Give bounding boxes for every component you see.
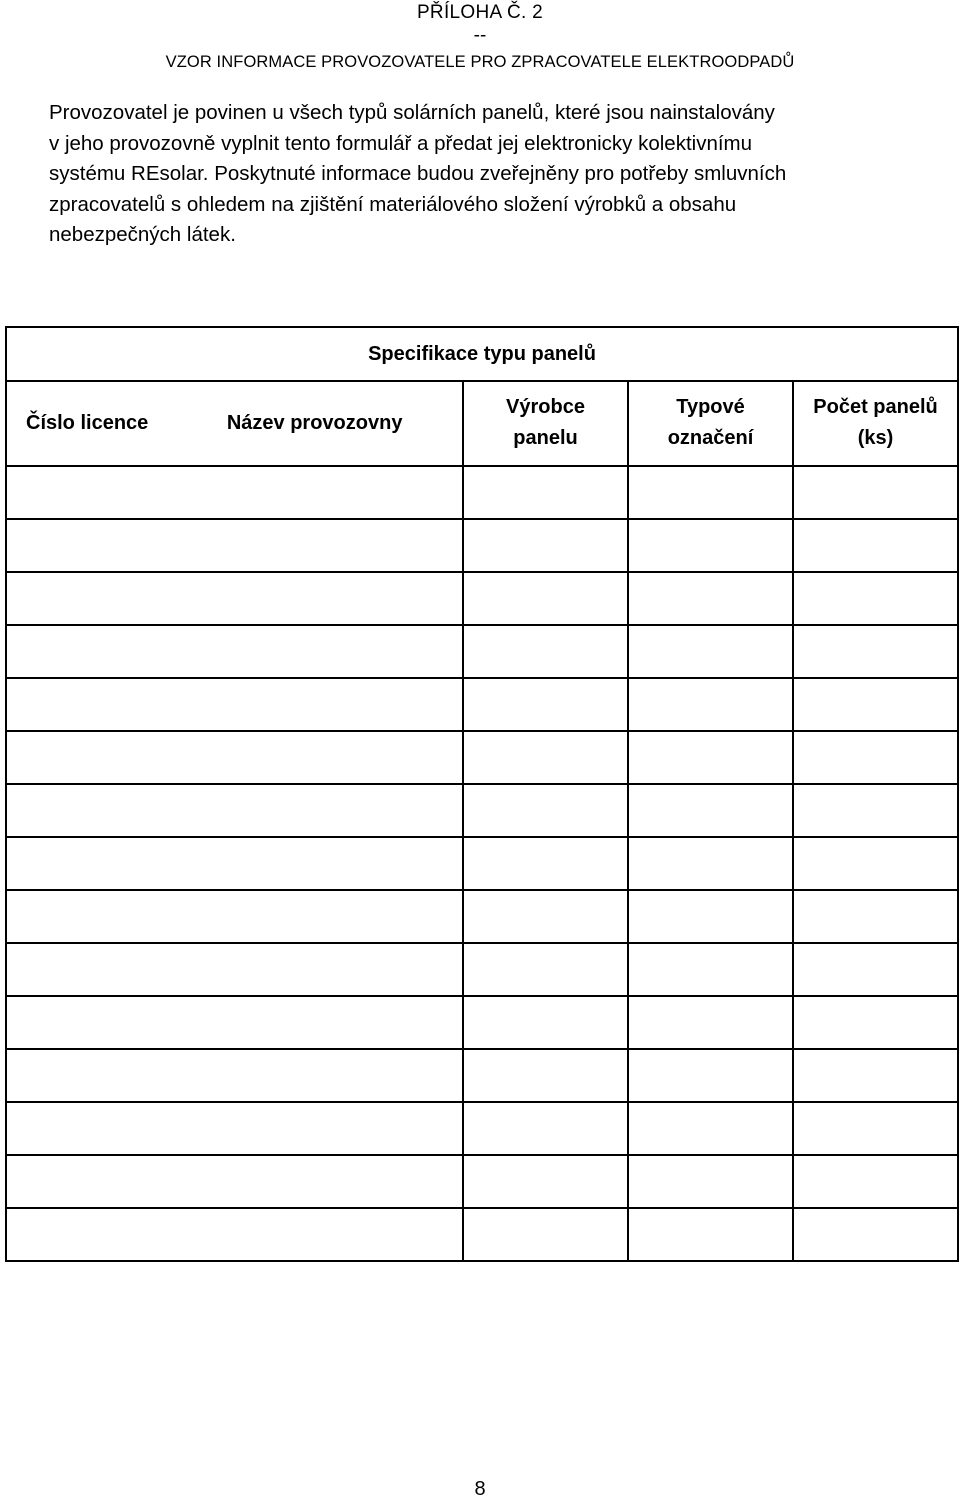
empty-margin-cell	[6, 1208, 167, 1261]
table-caption: Specifikace typu panelů	[6, 327, 958, 381]
empty-margin-cell	[6, 625, 167, 678]
panel-count-cell[interactable]	[793, 572, 958, 625]
table-row	[6, 466, 958, 519]
table-header-row	[6, 381, 958, 466]
type-designation-cell[interactable]	[628, 678, 793, 731]
intro-line: v jeho provozovně vyplnit tento formulář a předat jej elektronicky kolektivnímu	[49, 131, 753, 155]
panel-count-cell[interactable]	[793, 678, 958, 731]
annex-separator: --	[473, 25, 487, 46]
table-row	[6, 625, 958, 678]
empty-margin-cell	[6, 1102, 167, 1155]
facility-name-cell[interactable]	[167, 943, 463, 996]
empty-margin-cell	[6, 678, 167, 731]
facility-name-cell[interactable]	[167, 996, 463, 1049]
manufacturer-cell[interactable]	[463, 1155, 628, 1208]
facility-name-cell[interactable]	[167, 1102, 463, 1155]
panel-count-cell[interactable]	[793, 731, 958, 784]
panel-count-cell[interactable]	[793, 466, 958, 519]
manufacturer-cell[interactable]	[463, 731, 628, 784]
panel-count-cell[interactable]	[793, 519, 958, 572]
type-designation-cell[interactable]	[628, 1102, 793, 1155]
facility-name-cell[interactable]	[167, 1049, 463, 1102]
type-designation-cell[interactable]	[628, 731, 793, 784]
type-designation-cell[interactable]	[628, 1049, 793, 1102]
panel-count-cell[interactable]	[793, 625, 958, 678]
facility-name-cell[interactable]	[167, 678, 463, 731]
page-number: 8	[474, 1478, 486, 1500]
table-row	[6, 572, 958, 625]
manufacturer-cell[interactable]	[463, 1208, 628, 1261]
type-designation-cell[interactable]	[628, 466, 793, 519]
facility-name-cell[interactable]	[167, 784, 463, 837]
table-row	[6, 678, 958, 731]
facility-name-cell[interactable]	[167, 731, 463, 784]
manufacturer-cell[interactable]	[463, 943, 628, 996]
panel-count-cell[interactable]	[793, 784, 958, 837]
facility-name-cell[interactable]	[167, 625, 463, 678]
table-row	[6, 519, 958, 572]
intro-line: systému REsolar. Poskytnuté informace budou zveřejněny pro potřeby smluvních	[49, 162, 787, 186]
column-header-manufacturer-line: panelu	[513, 427, 578, 450]
empty-margin-cell	[6, 1049, 167, 1102]
type-designation-cell[interactable]	[628, 625, 793, 678]
table-caption-row	[6, 327, 958, 381]
panel-count-cell[interactable]	[793, 996, 958, 1049]
empty-margin-cell	[6, 837, 167, 890]
column-header-count-line: (ks)	[857, 427, 894, 450]
panel-count-cell[interactable]	[793, 1049, 958, 1102]
manufacturer-cell[interactable]	[463, 837, 628, 890]
column-header-type-line: označení	[667, 427, 754, 450]
column-header-count-line: Počet panelů	[813, 396, 938, 419]
type-designation-cell[interactable]	[628, 784, 793, 837]
type-designation-cell[interactable]	[628, 519, 793, 572]
facility-name-cell[interactable]	[167, 466, 463, 519]
facility-name-cell[interactable]	[167, 837, 463, 890]
facility-name-cell[interactable]	[167, 1208, 463, 1261]
manufacturer-cell[interactable]	[463, 678, 628, 731]
manufacturer-cell[interactable]	[463, 996, 628, 1049]
column-header-facility-name: Název provozovny	[226, 411, 403, 434]
facility-name-cell[interactable]	[167, 572, 463, 625]
document-title: VZOR INFORMACE PROVOZOVATELE PRO ZPRACOVATELE ELEKTROODPADŮ	[165, 53, 795, 71]
facility-name-cell[interactable]	[167, 519, 463, 572]
empty-margin-cell	[6, 890, 167, 943]
column-header-type-designation	[628, 381, 793, 466]
table-row	[6, 996, 958, 1049]
type-designation-cell[interactable]	[628, 1155, 793, 1208]
table-row	[6, 1208, 958, 1261]
panel-count-cell[interactable]	[793, 1102, 958, 1155]
type-designation-cell[interactable]	[628, 1208, 793, 1261]
table-row	[6, 731, 958, 784]
manufacturer-cell[interactable]	[463, 572, 628, 625]
panel-count-cell[interactable]	[793, 1155, 958, 1208]
panel-count-cell[interactable]	[793, 890, 958, 943]
table-row	[6, 1155, 958, 1208]
type-designation-cell[interactable]	[628, 890, 793, 943]
column-header-licence-number: Číslo licence	[26, 411, 149, 434]
empty-margin-cell	[6, 731, 167, 784]
manufacturer-cell[interactable]	[463, 625, 628, 678]
type-designation-cell[interactable]	[628, 943, 793, 996]
table-row	[6, 1049, 958, 1102]
annex-title: PŘÍLOHA Č. 2	[416, 2, 544, 23]
empty-margin-cell	[6, 572, 167, 625]
intro-paragraph	[49, 98, 899, 251]
intro-line: nebezpečných látek.	[49, 223, 236, 247]
manufacturer-cell[interactable]	[463, 466, 628, 519]
type-designation-cell[interactable]	[628, 572, 793, 625]
manufacturer-cell[interactable]	[463, 890, 628, 943]
panel-count-cell[interactable]	[793, 837, 958, 890]
empty-margin-cell	[6, 466, 167, 519]
panel-count-cell[interactable]	[793, 1208, 958, 1261]
column-headers-licence-name	[6, 381, 463, 466]
facility-name-cell[interactable]	[167, 890, 463, 943]
table-row	[6, 890, 958, 943]
empty-margin-cell	[6, 996, 167, 1049]
type-designation-cell[interactable]	[628, 996, 793, 1049]
type-designation-cell[interactable]	[628, 837, 793, 890]
manufacturer-cell[interactable]	[463, 1102, 628, 1155]
intro-line: zpracovatelů s ohledem na zjištění materiálového složení výrobků a obsahu	[49, 192, 737, 216]
column-header-panel-count	[793, 381, 958, 466]
table-row	[6, 837, 958, 890]
panel-spec-table	[5, 326, 959, 1262]
intro-line: Provozovatel je povinen u všech typů solárních panelů, které jsou nainstalovány	[49, 101, 775, 124]
manufacturer-cell[interactable]	[463, 519, 628, 572]
column-header-type-line: Typové	[676, 396, 745, 419]
facility-name-cell[interactable]	[167, 1155, 463, 1208]
table-row	[6, 1102, 958, 1155]
manufacturer-cell[interactable]	[463, 784, 628, 837]
panel-count-cell[interactable]	[793, 943, 958, 996]
empty-margin-cell	[6, 943, 167, 996]
empty-margin-cell	[6, 1155, 167, 1208]
empty-margin-cell	[6, 784, 167, 837]
column-header-manufacturer	[463, 381, 628, 466]
table-row	[6, 943, 958, 996]
empty-margin-cell	[6, 519, 167, 572]
table-row	[6, 784, 958, 837]
column-header-manufacturer-line: Výrobce	[506, 396, 585, 419]
manufacturer-cell[interactable]	[463, 1049, 628, 1102]
